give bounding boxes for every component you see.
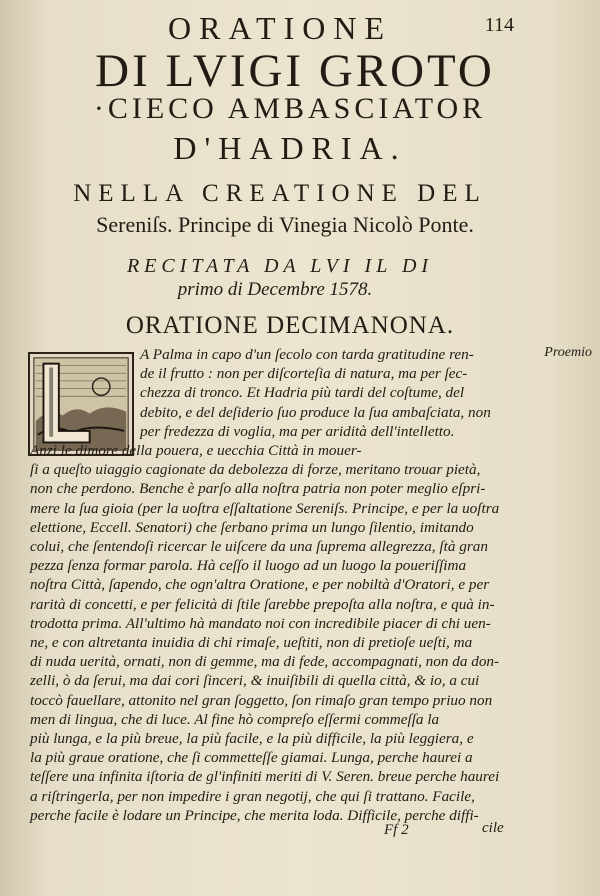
recitation-line-1: RECITATA DA LVI IL DI [126, 255, 434, 277]
recitation-line-2: primo di Decembre 1578. [177, 279, 373, 300]
body-line: A Palma in capo d'un ſecolo con tarda gratitudine ren- [140, 346, 474, 363]
body-line: mere la ſua gioia (per la uoſtra eſſaltatione Sereniſs. Principe, e per la uoſtra [30, 499, 500, 517]
decorated-initial-l-icon [28, 352, 134, 456]
catchword: cile [482, 820, 504, 836]
body-line: non che perdono. Benche è parſo alla noſtra patria non poter meglio eſpri- [30, 480, 486, 498]
body-line: chezza di tronco. Et Hadria più tardi del coſtume, del [140, 384, 465, 402]
body-line: perche facile è lodare un Principe, che merita loda. Difficile, perche diffi- [30, 806, 479, 824]
body-line: rarità di concetti, e per felicità di ſtile ſarebbe prepoſta alla noſtra, e quà in- [30, 595, 495, 613]
signature-mark: Ff 2 [384, 822, 409, 838]
body-line: toccò fauellare, attonito nel gran ſoggetto, ſon rimaſo gran tempo priuo non [30, 691, 493, 709]
body-line: a riſtringerla, per non impedire i gran negotij, che qui ſi trattano. Facile, [30, 787, 475, 805]
body-line: colui, che ſentendoſi ricercar le uiſcere da una ſuprema allegrezza, ſtà gran [30, 538, 488, 555]
body-line: ne, e con altretanta inuidia di chi rimaſe, ueſtiti, non di pretioſe ueſti, ma [30, 634, 473, 651]
title-line-1: ORATIONE [168, 10, 392, 46]
page-number: 114 [484, 14, 514, 36]
subtitle-line-2: Sereniſs. Principe di Vinegia Nicolò Ponte. [96, 212, 474, 237]
body-line: zelli, ò da ſerui, ma dai cori ſinceri, & inuiſibili di quella città, & io, a cui [30, 672, 480, 690]
body-line: elettione, Eccell. Senatori) che ſerbano prima un lungo ſilentio, imitando [30, 518, 474, 536]
body-line: pezza ſenza formar parola. Hà ceſſo il luogo ad un luogo la poueriſſima [30, 557, 467, 575]
body-line: men di lingua, che di luce. Al fine hò compreſo eſſermi commeſſa la [30, 710, 440, 728]
body-line: per fredezza di voglia, ma per aridità dell'intelletto. [140, 422, 455, 440]
body-line: noſtra Città, ſapendo, che ogn'altra Oratione, e per nobiltà d'Oratori, e per [30, 576, 490, 594]
margin-note: Proemio [544, 345, 592, 360]
section-title: ORATIONE DECIMANONA. [125, 312, 455, 339]
body-line: debito, e del deſiderio ſuo produce la ſua ambaſciata, non [140, 403, 491, 421]
body-line: de il frutto : non per diſcorteſia di natura, ma per ſec- [140, 365, 468, 383]
title-line-4: D'HADRIA. [173, 130, 407, 166]
body-line: di nuda uerità, ornati, non di gemme, ma di fede, accompagnati, non da don- [30, 653, 500, 671]
title-line-3: ·CIECO AMBASCIATOR [93, 92, 487, 125]
body-line: trodotta prima. All'ultimo hà mandato noi con incredibile piacer di chi uen- [30, 614, 491, 632]
subtitle-line-1: NELLA CREATIONE DEL [73, 180, 487, 207]
body-line: teſſere una infinita iſtoria de gl'infiniti meriti di V. Seren. breue perche haurei [30, 768, 500, 786]
body-line: più lunga, e la più breue, la più facile, e la più difficile, la più leggiera, e [30, 730, 474, 747]
title-line-2: DI LVIGI GROTO [95, 45, 495, 97]
body-line: ſi a queſto uiaggio cagionate da debolezza di forze, meritano trouar pietà, [30, 461, 481, 479]
body-line: la più graue oratione, che ſi commetteſſe giamai. Lunga, perche haurei a [30, 749, 473, 767]
body-line: Anzi le dimore della pouera, e uecchia Città in mouer- [30, 442, 362, 459]
